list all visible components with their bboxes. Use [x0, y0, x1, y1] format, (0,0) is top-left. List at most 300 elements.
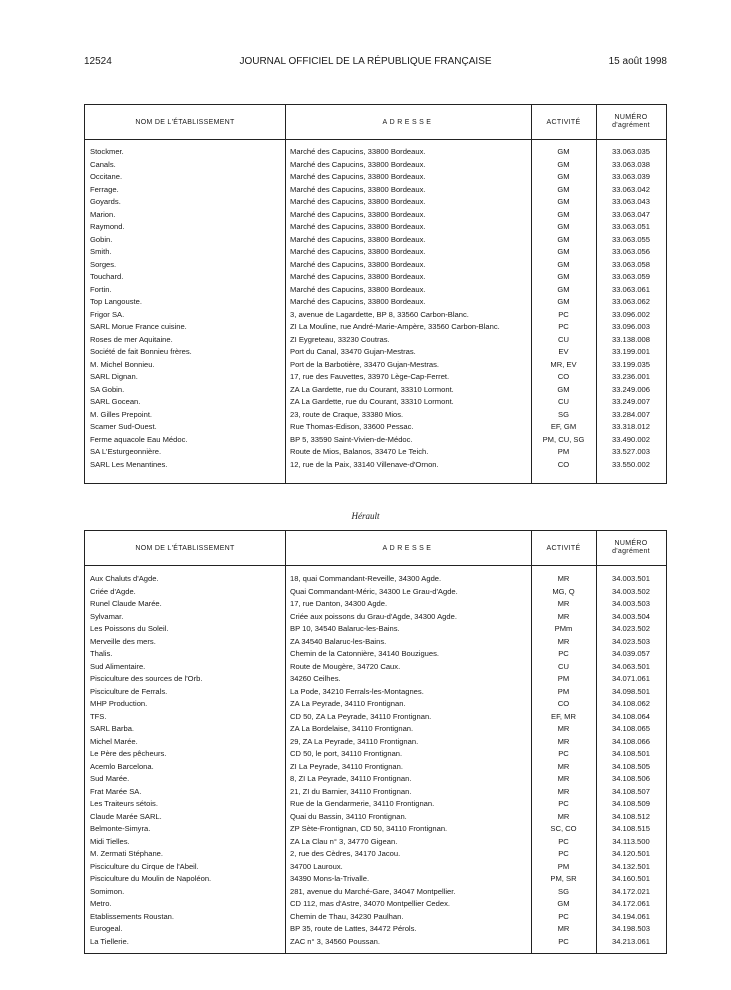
- table-cell-number: 33.490.002: [611, 434, 650, 444]
- table-cell-address: 2, rue des Cèdres, 34170 Jacou.: [290, 849, 401, 858]
- table-row: [85, 811, 666, 824]
- table-cell-address: ZAC n° 3, 34560 Poussan.: [290, 936, 380, 946]
- table-cell-name: Pisciculture du Cirque de l'Abeil.: [90, 861, 199, 871]
- table-cell-activity: SC, CO: [550, 824, 577, 833]
- table-cell-address: ZP Sète-Frontignan, CD 50, 34110 Frontignan.: [290, 824, 448, 833]
- table-cell-number: 34.108.066: [611, 736, 650, 746]
- table-cell-address: 29, ZA La Peyrade, 34110 Frontignan.: [290, 736, 419, 746]
- table-cell-address: Criée aux poissons du Grau-d'Agde, 34300 Agde.: [290, 611, 457, 621]
- table-cell-activity: PC: [558, 911, 569, 921]
- table-cell-activity: EF, GM: [550, 422, 577, 431]
- table-cell-activity: GM: [557, 384, 570, 394]
- table-cell-address: Marché des Capucins, 33800 Bordeaux.: [290, 222, 426, 231]
- table-cell-address: ZA La Clau n° 3, 34770 Gigean.: [290, 836, 398, 846]
- table-cell-activity: GM: [557, 147, 570, 156]
- table-cell-name: Sorges.: [90, 259, 117, 269]
- table-cell-address: Quai Commandant-Méric, 34300 Le Grau-d'Agde.: [290, 586, 458, 596]
- table-cell-name: Runel Claude Marée.: [90, 599, 162, 608]
- journal-title: JOURNAL OFFICIEL DE LA RÉPUBLIQUE FRANÇAISE: [239, 56, 492, 67]
- table-cell-number: 34.003.503: [611, 599, 650, 608]
- table-cell-address: 3, avenue de Lagardette, BP 8, 33560 Carbon-Blanc.: [290, 309, 469, 319]
- table-cell-address: 21, ZI du Barnier, 34110 Frontignan.: [290, 786, 412, 796]
- table-row: [85, 648, 666, 661]
- table-cell-number: 34.108.065: [611, 724, 650, 733]
- table-cell-number: 34.063.501: [611, 661, 650, 671]
- table-cell-name: SA Gobin.: [90, 384, 125, 394]
- table-cell-number: 33.063.035: [611, 147, 650, 156]
- table-cell-name: Société de fait Bonnieu frères.: [90, 347, 192, 356]
- table-cell-address: 17, rue des Fauvettes, 33970 Lège-Cap-Ferret.: [290, 372, 450, 381]
- table-cell-number: 34.108.505: [611, 761, 650, 771]
- table-cell-activity: PM, CU, SG: [542, 434, 585, 444]
- table-cell-number: 34.198.503: [611, 924, 650, 933]
- table-cell-address: Quai du Bassin, 34110 Frontignan.: [290, 811, 407, 821]
- table-cell-activity: PM: [557, 674, 570, 683]
- table-cell-name: Pisciculture de Ferrals.: [90, 686, 168, 696]
- table-cell-address: Marché des Capucins, 33800 Bordeaux.: [290, 284, 426, 294]
- table-cell-address: Rue de la Gendarmerie, 34110 Frontignan.: [290, 799, 435, 808]
- table-row: [85, 159, 666, 172]
- column-header-address: ADRESSE: [382, 118, 434, 126]
- table-cell-activity: CO: [557, 372, 570, 381]
- table-cell-number: 34.113.500: [612, 836, 650, 846]
- table-cell-name: Touchard.: [90, 272, 124, 281]
- table-body: [85, 146, 666, 471]
- table-cell-name: Pisciculture des sources de l'Orb.: [90, 674, 203, 683]
- table-row: [85, 146, 666, 159]
- table-cell-address: Chemin de Thau, 34230 Paulhan.: [290, 911, 404, 921]
- table-cell-address: 23, route de Craque, 33380 Mios.: [290, 409, 404, 419]
- table-row: [85, 586, 666, 599]
- table-row: [85, 384, 666, 397]
- table-cell-name: Les Poissons du Soleil.: [90, 624, 169, 633]
- table-cell-activity: GM: [557, 222, 570, 231]
- table-cell-activity: MR: [557, 611, 570, 621]
- table-cell-address: Port de la Barbotière, 33470 Gujan-Mestras.: [290, 359, 440, 369]
- column-header-number: [596, 105, 666, 139]
- table-cell-activity: CO: [557, 699, 570, 708]
- table-cell-address: 8, ZI La Peyrade, 34110 Frontignan.: [290, 774, 412, 783]
- table-cell-name: SARL Les Menantines.: [90, 459, 168, 469]
- table-cell-number: 34.194.061: [611, 911, 650, 921]
- table-cell-activity: PC: [558, 749, 569, 758]
- table-cell-activity: PC: [558, 799, 569, 808]
- table-cell-number: 33.318.012: [611, 422, 650, 431]
- table-cell-number: 33.284.007: [611, 409, 650, 419]
- table-cell-name: Sud Alimentaire.: [90, 661, 146, 671]
- table-cell-name: Etablissements Roustan.: [90, 911, 174, 921]
- table-cell-name: Ferme aquacole Eau Médoc.: [90, 434, 188, 444]
- table-cell-address: CD 112, mas d'Astre, 34070 Montpellier Cedex.: [290, 899, 451, 908]
- page-number: 12524: [84, 56, 112, 67]
- table-cell-number: 33.063.058: [611, 259, 650, 269]
- table-cell-name: Aux Chaluts d'Agde.: [90, 574, 159, 583]
- table-cell-address: Marché des Capucins, 33800 Bordeaux.: [290, 209, 426, 219]
- establishments-table-herault: [84, 530, 667, 954]
- table-row: [85, 334, 666, 347]
- table-cell-activity: GM: [557, 297, 570, 306]
- table-cell-address: Route de Mougère, 34720 Caux.: [290, 661, 401, 671]
- table-cell-name: Goyards.: [90, 197, 121, 206]
- table-body: [85, 573, 666, 948]
- table-cell-number: 33.550.002: [611, 459, 650, 469]
- table-cell-name: Acemlo Barcelona.: [90, 761, 154, 771]
- table-cell-name: Sud Marée.: [90, 774, 130, 783]
- column-header-number-line2: d'agrément: [612, 548, 650, 555]
- table-row: [85, 698, 666, 711]
- table-row: [85, 296, 666, 309]
- section-heading: Hérault: [351, 511, 380, 521]
- table-cell-number: 34.120.501: [611, 849, 650, 858]
- table-cell-name: Top Langouste.: [90, 297, 142, 306]
- table-cell-activity: PMm: [554, 624, 573, 633]
- table-cell-activity: GM: [557, 172, 570, 181]
- table-cell-activity: PC: [558, 849, 569, 858]
- table-row: [85, 346, 666, 359]
- table-cell-activity: PC: [558, 309, 569, 319]
- table-row: [85, 221, 666, 234]
- table-row: [85, 636, 666, 649]
- table-cell-activity: SG: [558, 886, 569, 896]
- table-cell-activity: PC: [558, 936, 569, 946]
- table-cell-name: Gobin.: [90, 234, 113, 244]
- column-header-number-line1: NUMÉRO: [614, 540, 648, 547]
- table-cell-name: M. Gilles Prepoint.: [90, 409, 153, 419]
- table-cell-address: BP 10, 34540 Balaruc-les-Bains.: [290, 624, 400, 633]
- table-cell-name: SA L'Esturgeonnière.: [90, 447, 162, 456]
- table-cell-number: 34.108.515: [611, 824, 650, 833]
- table-header: [85, 105, 666, 140]
- table-cell-address: Marché des Capucins, 33800 Bordeaux.: [290, 147, 426, 156]
- table-row: [85, 836, 666, 849]
- table-cell-number: 33.063.051: [611, 222, 650, 231]
- table-cell-name: SARL Morue France cuisine.: [90, 322, 187, 331]
- table-cell-address: Marché des Capucins, 33800 Bordeaux.: [290, 172, 426, 181]
- table-cell-activity: MR: [557, 724, 570, 733]
- table-cell-activity: GM: [557, 209, 570, 219]
- table-cell-address: ZA 34540 Balaruc-les-Bains.: [290, 636, 387, 646]
- table-cell-number: 33.063.061: [611, 284, 650, 294]
- table-cell-address: Port du Canal, 33470 Gujan-Mestras.: [290, 347, 416, 356]
- table-cell-name: Frigor SA.: [90, 309, 125, 319]
- table-row: [85, 234, 666, 247]
- table-cell-number: 34.003.501: [611, 574, 650, 583]
- table-cell-name: Raymond.: [90, 222, 125, 231]
- table-row: [85, 284, 666, 297]
- table-cell-activity: GM: [557, 159, 570, 169]
- table-cell-name: Sylvamar.: [90, 611, 124, 621]
- table-cell-activity: PC: [558, 836, 569, 846]
- table-cell-activity: CU: [558, 334, 569, 344]
- table-cell-activity: MR: [557, 786, 570, 796]
- table-cell-name: Merveille des mers.: [90, 636, 156, 646]
- table-cell-number: 34.108.512: [611, 811, 650, 821]
- table-row: [85, 259, 666, 272]
- table-row: [85, 848, 666, 861]
- table-cell-number: 34.160.501: [611, 874, 650, 883]
- table-cell-activity: GM: [557, 247, 570, 256]
- table-row: [85, 761, 666, 774]
- table-cell-number: 33.096.003: [611, 322, 650, 331]
- table-cell-number: 34.108.506: [611, 774, 650, 783]
- table-cell-name: Scamer Sud-Ouest.: [90, 422, 157, 431]
- table-row: [85, 573, 666, 586]
- table-row: [85, 773, 666, 786]
- table-row: [85, 861, 666, 874]
- table-cell-name: Stockmer.: [90, 147, 124, 156]
- table-cell-activity: GM: [557, 259, 570, 269]
- table-row: [85, 184, 666, 197]
- column-header-name: NOM DE L'ÉTABLISSEMENT: [135, 118, 235, 126]
- table-cell-name: Marion.: [90, 209, 116, 219]
- table-row: [85, 873, 666, 886]
- table-cell-name: Pisciculture du Moulin de Napoléon.: [90, 874, 212, 883]
- table-row: [85, 271, 666, 284]
- table-row: [85, 309, 666, 322]
- table-cell-activity: GM: [557, 234, 570, 244]
- table-row: [85, 409, 666, 422]
- table-cell-name: Criée d'Agde.: [90, 586, 136, 596]
- table-cell-address: 12, rue de la Paix, 33140 Villenave-d'Ornon.: [290, 459, 439, 469]
- table-cell-number: 34.132.501: [611, 861, 650, 871]
- table-row: [85, 359, 666, 372]
- table-row: [85, 246, 666, 259]
- table-cell-number: 33.063.042: [611, 184, 650, 194]
- table-cell-number: 33.063.056: [611, 247, 650, 256]
- table-row: [85, 396, 666, 409]
- table-cell-activity: PM: [557, 861, 570, 871]
- table-cell-name: Canals.: [90, 159, 116, 169]
- table-cell-activity: MR: [557, 574, 570, 583]
- table-row: [85, 611, 666, 624]
- table-cell-activity: MR: [557, 924, 570, 933]
- table-row: [85, 748, 666, 761]
- column-header-number-line2: d'agrément: [612, 122, 650, 129]
- table-cell-number: 33.063.059: [611, 272, 650, 281]
- publication-date: 15 août 1998: [608, 56, 667, 67]
- table-cell-name: Somimon.: [90, 886, 125, 896]
- table-cell-address: Rue Thomas-Edison, 33600 Pessac.: [290, 422, 414, 431]
- table-row: [85, 798, 666, 811]
- table-cell-name: Ferrage.: [90, 184, 119, 194]
- table-row: [85, 661, 666, 674]
- table-cell-activity: PM: [557, 686, 570, 696]
- table-row: [85, 421, 666, 434]
- table-cell-activity: CO: [557, 459, 570, 469]
- table-row: [85, 923, 666, 936]
- table-cell-number: 33.063.062: [611, 297, 650, 306]
- table-row: [85, 459, 666, 472]
- table-cell-name: SARL Barba.: [90, 724, 135, 733]
- table-cell-number: 33.096.002: [611, 309, 650, 319]
- table-cell-address: BP 35, route de Lattes, 34472 Pérols.: [290, 924, 417, 933]
- table-cell-activity: GM: [557, 184, 570, 194]
- table-cell-address: La Pode, 34210 Ferrals-les-Montagnes.: [290, 686, 424, 696]
- table-cell-activity: SG: [558, 409, 569, 419]
- table-cell-name: SARL Gocean.: [90, 397, 141, 406]
- table-cell-number: 33.138.008: [611, 334, 650, 344]
- table-cell-number: 34.023.502: [611, 624, 650, 633]
- table-header: [85, 531, 666, 566]
- table-cell-activity: EV: [558, 347, 569, 356]
- table-row: [85, 196, 666, 209]
- table-cell-address: 34700 Lauroux.: [290, 861, 343, 871]
- table-cell-address: CD 50, ZA La Peyrade, 34110 Frontignan.: [290, 711, 432, 721]
- table-cell-activity: PC: [558, 322, 569, 331]
- table-cell-address: Marché des Capucins, 33800 Bordeaux.: [290, 234, 426, 244]
- table-cell-address: CD 50, le port, 34110 Frontignan.: [290, 749, 403, 758]
- table-row: [85, 209, 666, 222]
- table-cell-number: 34.003.504: [611, 611, 650, 621]
- table-cell-number: 34.108.501: [611, 749, 650, 758]
- table-cell-address: ZA La Gardette, rue du Courant, 33310 Lormont.: [290, 397, 454, 406]
- table-cell-name: Fortin.: [90, 284, 112, 294]
- column-header-name: NOM DE L'ÉTABLISSEMENT: [135, 544, 235, 552]
- table-row: [85, 936, 666, 949]
- table-cell-address: Marché des Capucins, 33800 Bordeaux.: [290, 272, 426, 281]
- table-row: [85, 911, 666, 924]
- table-cell-number: 34.098.501: [611, 686, 650, 696]
- table-cell-activity: MR: [557, 761, 570, 771]
- table-cell-number: 33.063.038: [611, 159, 650, 169]
- table-cell-name: TFS.: [90, 711, 107, 721]
- table-row: [85, 434, 666, 447]
- table-cell-address: Marché des Capucins, 33800 Bordeaux.: [290, 159, 426, 169]
- column-header-activity: ACTIVITÉ: [546, 118, 581, 126]
- table-cell-number: 33.063.043: [611, 197, 650, 206]
- column-header-number: [596, 531, 666, 565]
- table-cell-address: Marché des Capucins, 33800 Bordeaux.: [290, 247, 426, 256]
- table-cell-address: ZI Eygreteau, 33230 Coutras.: [290, 334, 390, 344]
- table-cell-activity: GM: [557, 899, 570, 908]
- table-cell-number: 34.108.062: [611, 699, 650, 708]
- table-cell-activity: MR: [557, 599, 570, 608]
- table-row: [85, 723, 666, 736]
- table-cell-address: Marché des Capucins, 33800 Bordeaux.: [290, 184, 426, 194]
- table-cell-address: Marché des Capucins, 33800 Bordeaux.: [290, 197, 426, 206]
- table-cell-activity: MR: [557, 774, 570, 783]
- table-cell-activity: EF, MR: [551, 711, 576, 721]
- table-cell-activity: MR: [557, 736, 570, 746]
- table-cell-name: SARL Dignan.: [90, 372, 138, 381]
- table-cell-name: MHP Production.: [90, 699, 148, 708]
- table-cell-activity: PM: [557, 447, 570, 456]
- table-cell-address: Marché des Capucins, 33800 Bordeaux.: [290, 259, 426, 269]
- table-cell-address: 17, rue Danton, 34300 Agde.: [290, 599, 388, 608]
- table-cell-number: 34.108.507: [611, 786, 650, 796]
- table-cell-activity: CU: [558, 397, 569, 406]
- table-cell-address: 34260 Ceilhes.: [290, 674, 341, 683]
- table-cell-number: 34.003.502: [611, 586, 650, 596]
- table-cell-name: Eurogeal.: [90, 924, 123, 933]
- table-cell-number: 34.108.509: [611, 799, 650, 808]
- table-cell-name: Michel Marée.: [90, 736, 138, 746]
- table-row: [85, 623, 666, 636]
- table-cell-number: 34.071.061: [611, 674, 650, 683]
- table-cell-number: 34.172.061: [611, 899, 650, 908]
- table-row: [85, 446, 666, 459]
- table-cell-address: ZA La Gardette, rue du Courant, 33310 Lormont.: [290, 384, 454, 394]
- column-header-address: ADRESSE: [382, 544, 434, 552]
- table-row: [85, 598, 666, 611]
- table-row: [85, 673, 666, 686]
- table-cell-address: ZI La Peyrade, 34110 Frontignan.: [290, 761, 403, 771]
- table-cell-number: 34.108.064: [611, 711, 650, 721]
- table-cell-number: 33.063.039: [611, 172, 650, 181]
- table-cell-number: 33.249.006: [611, 384, 650, 394]
- column-header-number-line1: NUMÉRO: [614, 114, 648, 121]
- table-cell-name: Smith.: [90, 247, 112, 256]
- table-cell-activity: PC: [558, 649, 569, 658]
- table-cell-number: 34.213.061: [611, 936, 650, 946]
- table-row: [85, 371, 666, 384]
- table-cell-address: Route de Mios, Balanos, 33470 Le Teich.: [290, 447, 429, 456]
- table-cell-name: Thalis.: [90, 649, 113, 658]
- table-cell-number: 34.039.057: [611, 649, 650, 658]
- table-cell-name: Les Traiteurs sétois.: [90, 799, 158, 808]
- table-cell-address: Marché des Capucins, 33800 Bordeaux.: [290, 297, 426, 306]
- table-row: [85, 786, 666, 799]
- table-cell-name: Occitane.: [90, 172, 123, 181]
- table-cell-activity: GM: [557, 284, 570, 294]
- table-cell-number: 34.023.503: [611, 636, 650, 646]
- table-cell-number: 33.527.003: [611, 447, 650, 456]
- table-cell-activity: MR, EV: [550, 359, 577, 369]
- table-cell-name: Le Père des pêcheurs.: [90, 749, 167, 758]
- table-cell-number: 33.199.035: [611, 359, 650, 369]
- table-cell-name: Roses de mer Aquitaine.: [90, 334, 173, 344]
- table-cell-address: 18, quai Commandant-Reveille, 34300 Agde.: [290, 574, 442, 583]
- column-header-activity: ACTIVITÉ: [546, 544, 581, 552]
- table-row: [85, 171, 666, 184]
- table-cell-number: 33.249.007: [611, 397, 650, 406]
- table-cell-activity: GM: [557, 197, 570, 206]
- table-cell-name: Belmonte-Simyra.: [90, 824, 151, 833]
- table-row: [85, 321, 666, 334]
- table-row: [85, 736, 666, 749]
- table-cell-activity: CU: [558, 661, 569, 671]
- table-cell-address: ZI La Mouline, rue André-Marie-Ampère, 33560 Carbon-Blanc.: [290, 322, 500, 331]
- table-cell-name: Metro.: [90, 899, 112, 908]
- table-row: [85, 886, 666, 899]
- table-cell-name: Claude Marée SARL.: [90, 811, 162, 821]
- table-cell-address: ZA La Peyrade, 34110 Frontignan.: [290, 699, 406, 708]
- table-cell-name: Midi Tielles.: [90, 836, 130, 846]
- table-cell-activity: PM, SR: [550, 874, 577, 883]
- table-cell-address: 281, avenue du Marché-Gare, 34047 Montpellier.: [290, 886, 456, 896]
- table-row: [85, 898, 666, 911]
- table-cell-number: 33.063.047: [611, 209, 650, 219]
- table-cell-address: ZA La Bordelaise, 34110 Frontignan.: [290, 724, 414, 733]
- table-row: [85, 711, 666, 724]
- table-cell-address: BP 5, 33590 Saint-Vivien-de-Médoc.: [290, 434, 413, 444]
- table-cell-number: 33.063.055: [611, 234, 650, 244]
- table-row: [85, 686, 666, 699]
- table-cell-name: La Tiellerie.: [90, 936, 129, 946]
- establishments-table-gironde: [84, 104, 667, 484]
- table-cell-activity: MR: [557, 636, 570, 646]
- table-cell-number: 33.199.001: [611, 347, 650, 356]
- table-cell-name: Frat Marée SA.: [90, 786, 142, 796]
- table-cell-activity: GM: [557, 272, 570, 281]
- table-row: [85, 823, 666, 836]
- table-cell-activity: MG, Q: [552, 586, 575, 596]
- table-cell-address: Chemin de la Catonnière, 34140 Bouzigues.: [290, 649, 440, 658]
- table-cell-activity: MR: [557, 811, 570, 821]
- table-cell-name: M. Michel Bonnieu.: [90, 359, 155, 369]
- table-cell-address: 34390 Mons-la-Trivalle.: [290, 874, 370, 883]
- table-cell-name: M. Zermati Stéphane.: [90, 849, 164, 858]
